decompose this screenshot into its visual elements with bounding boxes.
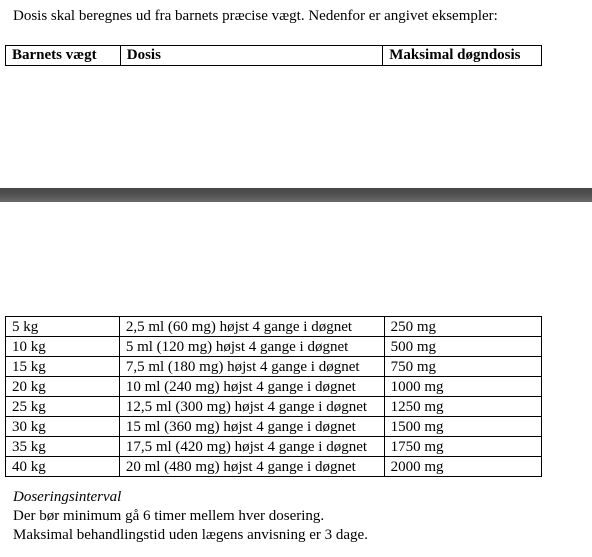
cell-dose: 12,5 ml (300 mg) højst 4 gange i døgnet — [119, 397, 384, 417]
cell-max-dose: 1250 mg — [384, 397, 541, 417]
table-row — [6, 437, 542, 457]
intro-text: Dosis skal beregnes ud fra barnets præcise vægt. Nedenfor er angivet eksempler: — [13, 8, 498, 24]
cell-weight: 10 kg — [6, 337, 120, 357]
cell-max-dose: 2000 mg — [384, 457, 541, 477]
notes-heading: Doseringsinterval — [13, 489, 122, 505]
cell-max-dose: 1500 mg — [384, 417, 541, 437]
cell-dose: 20 ml (480 mg) højst 4 gange i døgnet — [119, 457, 384, 477]
cell-max-dose: 250 mg — [384, 317, 541, 337]
cell-max-dose: 500 mg — [384, 337, 541, 357]
table-row — [6, 457, 542, 477]
table-row — [6, 357, 542, 377]
cell-dose: 5 ml (120 mg) højst 4 gange i døgnet — [119, 337, 384, 357]
cell-dose: 17,5 ml (420 mg) højst 4 gange i døgnet — [119, 437, 384, 457]
notes-line-interval: Der bør minimum gå 6 timer mellem hver dosering. — [13, 508, 325, 524]
cell-weight: 20 kg — [6, 377, 120, 397]
dosage-table-body — [5, 316, 542, 477]
dosing-notes — [13, 488, 368, 545]
table-row — [6, 317, 542, 337]
cell-weight: 5 kg — [6, 317, 120, 337]
cell-max-dose: 1000 mg — [384, 377, 541, 397]
cell-weight: 40 kg — [6, 457, 120, 477]
cell-dose: 15 ml (360 mg) højst 4 gange i døgnet — [119, 417, 384, 437]
cell-dose: 2,5 ml (60 mg) højst 4 gange i døgnet — [119, 317, 384, 337]
header-weight: Barnets vægt — [6, 46, 121, 66]
cell-dose: 7,5 ml (180 mg) højst 4 gange i døgnet — [119, 357, 384, 377]
cell-dose: 10 ml (240 mg) højst 4 gange i døgnet — [119, 377, 384, 397]
cell-weight: 15 kg — [6, 357, 120, 377]
page-divider — [0, 188, 592, 202]
header-row — [6, 46, 542, 66]
cell-max-dose: 1750 mg — [384, 437, 541, 457]
table-row — [6, 397, 542, 417]
notes-line-duration: Maksimal behandlingstid uden lægens anvisning er 3 dage. — [13, 527, 368, 543]
cell-weight: 35 kg — [6, 437, 120, 457]
dosage-table-header — [5, 45, 542, 66]
header-dose: Dosis — [120, 46, 382, 66]
cell-max-dose: 750 mg — [384, 357, 541, 377]
table-row — [6, 337, 542, 357]
table-row — [6, 417, 542, 437]
table-row — [6, 377, 542, 397]
cell-weight: 30 kg — [6, 417, 120, 437]
cell-weight: 25 kg — [6, 397, 120, 417]
header-max-daily-dose: Maksimal døgndosis — [383, 46, 542, 66]
